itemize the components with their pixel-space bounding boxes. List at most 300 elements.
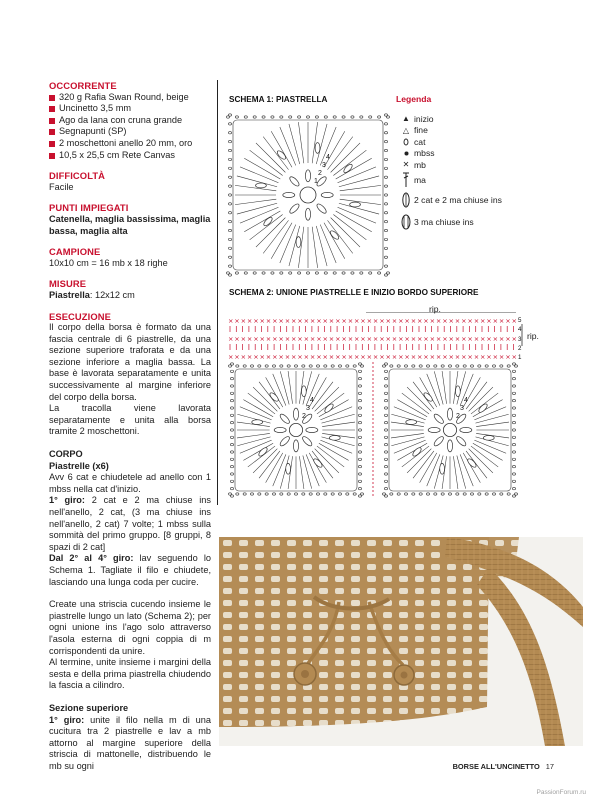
chain-stitch bbox=[512, 414, 515, 416]
schema2-joining-chart bbox=[226, 312, 526, 502]
chain-stitch bbox=[456, 365, 459, 367]
chain-stitch bbox=[384, 473, 387, 475]
chain-stitch bbox=[289, 116, 292, 118]
x-stitch: × bbox=[372, 353, 379, 361]
chain-stitch bbox=[280, 365, 283, 367]
chain-icon bbox=[398, 138, 414, 146]
misure-label: Piastrella bbox=[49, 289, 90, 300]
chain-stitch bbox=[262, 116, 265, 118]
x-stitch: × bbox=[498, 317, 505, 325]
chain-stitch bbox=[434, 365, 437, 367]
chain-stitch bbox=[302, 365, 305, 367]
chain-stitch bbox=[384, 149, 387, 151]
x-stitch: × bbox=[240, 353, 247, 361]
chain-stitch bbox=[434, 493, 437, 495]
chain-stitch bbox=[338, 493, 341, 495]
cluster-stitch bbox=[288, 175, 300, 187]
x-stitch: × bbox=[278, 335, 284, 343]
x-stitch: × bbox=[366, 353, 373, 361]
chain-stitch bbox=[230, 473, 233, 475]
x-stitch: × bbox=[461, 353, 467, 361]
chain-stitch bbox=[230, 480, 233, 482]
chain-stitch bbox=[358, 399, 361, 401]
chain-stitch bbox=[384, 377, 387, 379]
treble-stitch bbox=[299, 456, 303, 489]
chain-stitch bbox=[419, 493, 422, 495]
x-stitch: × bbox=[246, 353, 253, 361]
corpo-title: CORPO bbox=[49, 449, 83, 460]
chain-stitch bbox=[358, 487, 361, 489]
chain-stitch bbox=[351, 272, 354, 274]
chain-stitch bbox=[294, 365, 297, 367]
treble-stitch bbox=[471, 393, 498, 414]
center-ring bbox=[300, 187, 316, 203]
cluster-stitch bbox=[455, 435, 467, 447]
chain-stitch bbox=[333, 116, 336, 118]
cluster-stitch bbox=[483, 435, 494, 440]
treble-stitch bbox=[298, 122, 303, 163]
round-number: 2 bbox=[318, 170, 322, 177]
x-stitch: × bbox=[410, 335, 417, 343]
page-number: 17 bbox=[545, 762, 554, 771]
x-stitch: × bbox=[410, 317, 417, 325]
chain-stitch bbox=[384, 407, 387, 409]
chain-stitch bbox=[358, 495, 361, 497]
chain-stitch bbox=[512, 421, 515, 423]
chain-stitch bbox=[228, 114, 231, 116]
schema1-title: SCHEMA 1: PIASTRELLA bbox=[229, 95, 328, 104]
esecuzione-paragraph: Il corpo della borsa è formato da una fascia centrale di 6 piastrelle, da una sezione superiore traforata e da una sezione inferiore a maglia bassa. La base è lavorata separatamente e unita successivamente al margine inferiore del corpo della borsa. bbox=[49, 322, 211, 402]
chain-stitch bbox=[358, 443, 361, 445]
chain-stitch bbox=[384, 212, 387, 214]
chain-stitch bbox=[384, 265, 387, 267]
x-stitch: × bbox=[423, 335, 429, 343]
x-stitch: × bbox=[272, 317, 278, 325]
chain-stitch bbox=[478, 493, 481, 495]
x-stitch: × bbox=[297, 353, 303, 361]
chain-stitch bbox=[358, 429, 361, 431]
x-stitch: × bbox=[391, 335, 398, 343]
chain-stitch bbox=[315, 116, 318, 118]
cluster-stitch bbox=[301, 386, 306, 397]
chain-stitch bbox=[280, 116, 283, 118]
cluster-stitch bbox=[293, 408, 298, 420]
legend-item bbox=[398, 159, 502, 171]
x-stitch: × bbox=[385, 317, 391, 325]
x-stitch: × bbox=[385, 353, 391, 361]
chain-stitch bbox=[384, 229, 387, 231]
chain-stitch bbox=[384, 220, 387, 222]
x-stitch: × bbox=[328, 353, 335, 361]
chain-stitch bbox=[369, 116, 372, 118]
treble-stitch bbox=[312, 451, 333, 478]
materials-list bbox=[49, 92, 211, 162]
chain-stitch bbox=[353, 493, 356, 495]
chain-stitch bbox=[384, 132, 387, 134]
dot-icon bbox=[398, 151, 414, 156]
round-number: 3 bbox=[322, 162, 326, 169]
chain-stitch bbox=[358, 473, 361, 475]
cluster-stitch bbox=[305, 208, 310, 220]
x-stitch: × bbox=[265, 353, 272, 361]
x-stitch: × bbox=[492, 335, 499, 343]
chain-stitch bbox=[419, 365, 422, 367]
x-stitch: × bbox=[423, 353, 429, 361]
round-number: 4 bbox=[326, 154, 330, 161]
cluster-stitch bbox=[306, 427, 318, 432]
schema2-title: SCHEMA 2: UNIONE PIASTRELLE E INIZIO BORDO SUPERIORE bbox=[229, 288, 479, 297]
chain-stitch bbox=[333, 272, 336, 274]
x-stitch: × bbox=[309, 317, 316, 325]
round-number: 3 bbox=[460, 405, 464, 412]
treble-stitch bbox=[235, 199, 276, 204]
chain-stitch bbox=[384, 414, 387, 416]
chain-stitch bbox=[463, 365, 466, 367]
chain-stitch bbox=[358, 407, 361, 409]
chain-stitch bbox=[512, 495, 515, 497]
cluster-stitch bbox=[296, 237, 301, 248]
center-ring bbox=[289, 423, 302, 436]
chain-stitch bbox=[384, 140, 387, 142]
cluster-stitch bbox=[411, 446, 422, 457]
round-number: 3 bbox=[306, 405, 310, 412]
x-stitch: × bbox=[486, 317, 492, 325]
x-stitch: × bbox=[429, 353, 436, 361]
x-stitch: × bbox=[341, 335, 347, 343]
sezione-round1 bbox=[49, 715, 211, 773]
chain-stitch bbox=[230, 429, 233, 431]
chain-stitch bbox=[346, 493, 349, 495]
treble-stitch bbox=[391, 433, 424, 437]
treble-stitch bbox=[322, 414, 355, 423]
chain-stitch bbox=[384, 370, 387, 372]
chain-stitch bbox=[358, 436, 361, 438]
legend-label: fine bbox=[414, 125, 428, 136]
x-stitch: × bbox=[480, 335, 486, 343]
x-stitch: × bbox=[435, 335, 442, 343]
chain-stitch bbox=[298, 116, 301, 118]
chain-stitch bbox=[228, 167, 231, 169]
cluster-stitch bbox=[274, 427, 286, 432]
chain-stitch bbox=[358, 414, 361, 416]
cluster-stitch bbox=[433, 413, 445, 425]
chain-stitch bbox=[384, 194, 387, 196]
chain-stitch bbox=[228, 212, 231, 214]
treble-stitch bbox=[303, 456, 312, 489]
chain-stitch bbox=[271, 116, 274, 118]
chain-stitch bbox=[244, 272, 247, 274]
x-stitch: × bbox=[360, 353, 366, 361]
chain-stitch bbox=[448, 365, 451, 367]
chain-stitch bbox=[512, 399, 515, 401]
sezione-title: Sezione superiore bbox=[49, 702, 129, 713]
round-text: unite il filo nella m di una cucitura tra 2 piastrelle e lav a mb attorno al margine superiore della striscia di mattonelle, distribuendo le mb su ogni bbox=[49, 714, 211, 771]
chain-stitch bbox=[302, 493, 305, 495]
chain-stitch bbox=[404, 493, 407, 495]
treble-stitch bbox=[322, 422, 355, 426]
chain-stitch bbox=[342, 272, 345, 274]
difficolta-value: Facile bbox=[49, 181, 74, 192]
x-stitch: × bbox=[360, 317, 366, 325]
legend-item bbox=[398, 148, 502, 160]
x-stitch: × bbox=[328, 317, 335, 325]
x-stitch: × bbox=[278, 317, 284, 325]
cluster-stitch bbox=[279, 413, 291, 425]
treble-stitch bbox=[339, 176, 379, 187]
chain-stitch bbox=[230, 392, 233, 394]
corpo-intro: Avv 6 cat e chiudetele ad anello con 1 mbss nella cat d'inizio. bbox=[49, 472, 211, 494]
chain-stitch bbox=[298, 272, 301, 274]
chain-stitch bbox=[338, 365, 341, 367]
legend-label: mb bbox=[414, 159, 426, 170]
x-stitch: × bbox=[372, 335, 379, 343]
crochet-tile bbox=[382, 363, 517, 497]
chain-stitch bbox=[492, 493, 495, 495]
misure-title: MISURE bbox=[49, 278, 87, 290]
x-stitch: × bbox=[391, 353, 398, 361]
x-stitch: × bbox=[354, 335, 360, 343]
x-stitch: × bbox=[259, 353, 265, 361]
row-number: 4 bbox=[518, 326, 522, 334]
x-stitch: × bbox=[417, 353, 423, 361]
chain-stitch bbox=[378, 116, 381, 118]
x-stitch: × bbox=[341, 317, 347, 325]
chain-stitch bbox=[358, 421, 361, 423]
chain-stitch bbox=[250, 493, 253, 495]
cluster3-icon bbox=[398, 214, 414, 230]
x-stitch: × bbox=[234, 335, 240, 343]
chain-stitch bbox=[514, 365, 517, 367]
round-label: 1° giro: bbox=[49, 714, 85, 725]
chain-stitch bbox=[309, 493, 312, 495]
x-stitch: × bbox=[259, 317, 265, 325]
cluster-stitch bbox=[423, 391, 434, 402]
schema2-rip-side: rip. bbox=[527, 331, 539, 341]
difficolta-title: DIFFICOLTÀ bbox=[49, 170, 106, 182]
x-stitch: × bbox=[486, 335, 492, 343]
chain-stitch bbox=[512, 370, 515, 372]
chain-stitch bbox=[228, 123, 231, 125]
x-stitch: × bbox=[467, 353, 473, 361]
chain-stitch bbox=[280, 493, 283, 495]
chain-stitch bbox=[384, 274, 387, 276]
chain-stitch bbox=[346, 365, 349, 367]
chain-stitch bbox=[309, 365, 312, 367]
chain-stitch bbox=[426, 365, 429, 367]
chain-stitch bbox=[384, 176, 387, 178]
round-text: lav seguendo lo Schema 1. Tagliate il filo e chiudete, lasciando una lunga coda per cucire. bbox=[49, 553, 211, 587]
chain-stitch bbox=[485, 365, 488, 367]
chain-stitch bbox=[384, 392, 387, 394]
x-stitch: × bbox=[454, 353, 461, 361]
crochet-tile bbox=[226, 114, 389, 276]
x-stitch: × bbox=[297, 335, 303, 343]
cluster-stitch bbox=[428, 427, 440, 432]
x-stitch: × bbox=[429, 335, 436, 343]
cluster-stitch bbox=[447, 440, 452, 452]
chain-stitch bbox=[384, 167, 387, 169]
chain-stitch bbox=[512, 385, 515, 387]
x-stitch: × bbox=[335, 353, 341, 361]
material-item: 10,5 x 25,5 cm Rete Canvas bbox=[49, 150, 211, 162]
chain-stitch bbox=[294, 493, 297, 495]
chain-stitch bbox=[230, 487, 233, 489]
round-number: 2 bbox=[456, 413, 460, 420]
x-stitch: × bbox=[272, 353, 278, 361]
chain-stitch bbox=[230, 414, 233, 416]
x-stitch: × bbox=[228, 335, 234, 343]
treble-stitch bbox=[237, 433, 270, 437]
x-stitch: × bbox=[372, 317, 379, 325]
cluster-stitch bbox=[329, 435, 340, 440]
x-stitch: × bbox=[366, 335, 373, 343]
x-stitch: × bbox=[265, 317, 272, 325]
x-stitch: × bbox=[259, 335, 265, 343]
esecuzione-paragraph: La tracolla viene lavorata separatamente e unita alla borsa tramite 2 moschettoni. bbox=[49, 403, 211, 437]
termine-paragraph: Al termine, unite insieme i margini della sesta e della prima piastrella chiudendo la fascia a cilindro. bbox=[49, 657, 211, 691]
x-stitch: × bbox=[435, 317, 442, 325]
legend-item bbox=[398, 113, 502, 125]
x-stitch: × bbox=[379, 317, 385, 325]
chain-stitch bbox=[378, 272, 381, 274]
chain-stitch bbox=[331, 365, 334, 367]
corpo-subtitle: Piastrelle (x6) bbox=[49, 460, 109, 471]
chain-stitch bbox=[324, 493, 327, 495]
x-stitch: × bbox=[316, 353, 322, 361]
x-stitch: × bbox=[391, 317, 398, 325]
treble-stitch bbox=[237, 203, 277, 214]
chain-stitch bbox=[230, 407, 233, 409]
x-stitch: × bbox=[253, 353, 259, 361]
misure-value bbox=[49, 290, 211, 302]
x-stitch: × bbox=[467, 317, 473, 325]
x-stitch: × bbox=[379, 335, 385, 343]
chain-stitch bbox=[228, 140, 231, 142]
magazine-title: BORSE ALL'UNCINETTO bbox=[452, 762, 540, 771]
x-stitch: × bbox=[511, 317, 517, 325]
x-stitch: × bbox=[354, 353, 360, 361]
round-label: 1° giro: bbox=[49, 495, 85, 506]
x-stitch: × bbox=[228, 353, 234, 361]
chain-stitch bbox=[384, 487, 387, 489]
cluster-stitch bbox=[269, 391, 280, 402]
chain-stitch bbox=[236, 493, 239, 495]
center-ring bbox=[443, 423, 456, 436]
x-stitch: × bbox=[461, 317, 467, 325]
treble-stitch bbox=[453, 456, 457, 489]
schema2-rip-top: rip. bbox=[429, 304, 441, 314]
chain-stitch bbox=[448, 493, 451, 495]
chain-stitch bbox=[500, 493, 503, 495]
x-icon: ✕ bbox=[402, 160, 410, 170]
chain-stitch bbox=[228, 220, 231, 222]
chain-stitch bbox=[228, 149, 231, 151]
chain-stitch bbox=[230, 377, 233, 379]
x-stitch: × bbox=[291, 335, 297, 343]
chain-stitch bbox=[470, 493, 473, 495]
treble-stitch bbox=[476, 414, 509, 423]
treble-stitch bbox=[413, 382, 434, 409]
punti-title: PUNTI IMPIEGATI bbox=[49, 202, 129, 214]
x-stitch: × bbox=[303, 317, 310, 325]
chain-stitch bbox=[384, 247, 387, 249]
treble-stitch bbox=[434, 371, 443, 404]
x-stitch: × bbox=[322, 317, 328, 325]
chain-stitch bbox=[358, 377, 361, 379]
chain-stitch bbox=[235, 272, 238, 274]
x-stitch: × bbox=[492, 317, 499, 325]
chain-stitch bbox=[316, 365, 319, 367]
legend-label: 2 cat e 2 ma chiuse ins bbox=[414, 194, 502, 205]
chain-stitch bbox=[384, 458, 387, 460]
cluster-stitch bbox=[283, 192, 295, 197]
chain-stitch bbox=[289, 272, 292, 274]
chain-stitch bbox=[316, 493, 319, 495]
legend-item bbox=[398, 171, 502, 189]
treble-stitch bbox=[457, 456, 466, 489]
x-stitch: × bbox=[309, 335, 316, 343]
chain-stitch bbox=[258, 365, 261, 367]
x-stitch: × bbox=[335, 335, 341, 343]
x-stitch: × bbox=[240, 317, 247, 325]
chain-stitch bbox=[324, 272, 327, 274]
x-stitch: × bbox=[448, 353, 454, 361]
chain-stitch bbox=[463, 493, 466, 495]
chain-stitch bbox=[287, 365, 290, 367]
chain-stitch bbox=[384, 399, 387, 401]
x-stitch: × bbox=[398, 353, 404, 361]
round-number: 4 bbox=[464, 397, 468, 404]
chain-stitch bbox=[358, 465, 361, 467]
x-stitch: × bbox=[341, 353, 347, 361]
legend-label: cat bbox=[414, 136, 426, 147]
chain-stitch bbox=[512, 458, 515, 460]
chain-stitch bbox=[230, 399, 233, 401]
x-stitch: × bbox=[366, 317, 373, 325]
treble-stitch bbox=[288, 371, 292, 404]
chain-stitch bbox=[358, 385, 361, 387]
x-stitch: × bbox=[429, 317, 436, 325]
campione-title: CAMPIONE bbox=[49, 246, 101, 258]
chain-stitch bbox=[230, 458, 233, 460]
material-item: Segnapunti (SP) bbox=[49, 126, 211, 138]
x-stitch: × bbox=[284, 353, 291, 361]
chain-stitch bbox=[360, 116, 363, 118]
x-stitch: × bbox=[284, 335, 291, 343]
x-stitch: × bbox=[435, 353, 442, 361]
chain-stitch bbox=[512, 443, 515, 445]
round-text: 2 cat e 2 ma chiuse ins nell'anello, 2 cat, (3 ma chiuse ins nell'anello, 2 cat) 7 volte; 1 mbss sulla sommità del primo gruppo. [8 gruppi, 8 spazi di 2 cat] bbox=[49, 495, 211, 552]
x-stitch: × bbox=[284, 317, 291, 325]
chain-stitch bbox=[397, 493, 400, 495]
chain-stitch bbox=[230, 363, 233, 365]
chain-stitch bbox=[384, 158, 387, 160]
cluster-stitch bbox=[257, 446, 268, 457]
treble-stitch bbox=[280, 371, 289, 404]
x-stitch: × bbox=[511, 335, 517, 343]
cluster-stitch bbox=[286, 463, 291, 474]
chain-stitch bbox=[271, 272, 274, 274]
cluster-stitch bbox=[288, 202, 300, 214]
chain-stitch bbox=[512, 465, 515, 467]
cluster-stitch bbox=[433, 435, 445, 447]
material-item: Uncinetto 3,5 mm bbox=[49, 103, 211, 115]
row-number: 2 bbox=[518, 344, 522, 352]
chain-stitch bbox=[228, 185, 231, 187]
row-number: 3 bbox=[518, 335, 522, 343]
chain-stitch bbox=[272, 493, 275, 495]
chain-stitch bbox=[342, 116, 345, 118]
